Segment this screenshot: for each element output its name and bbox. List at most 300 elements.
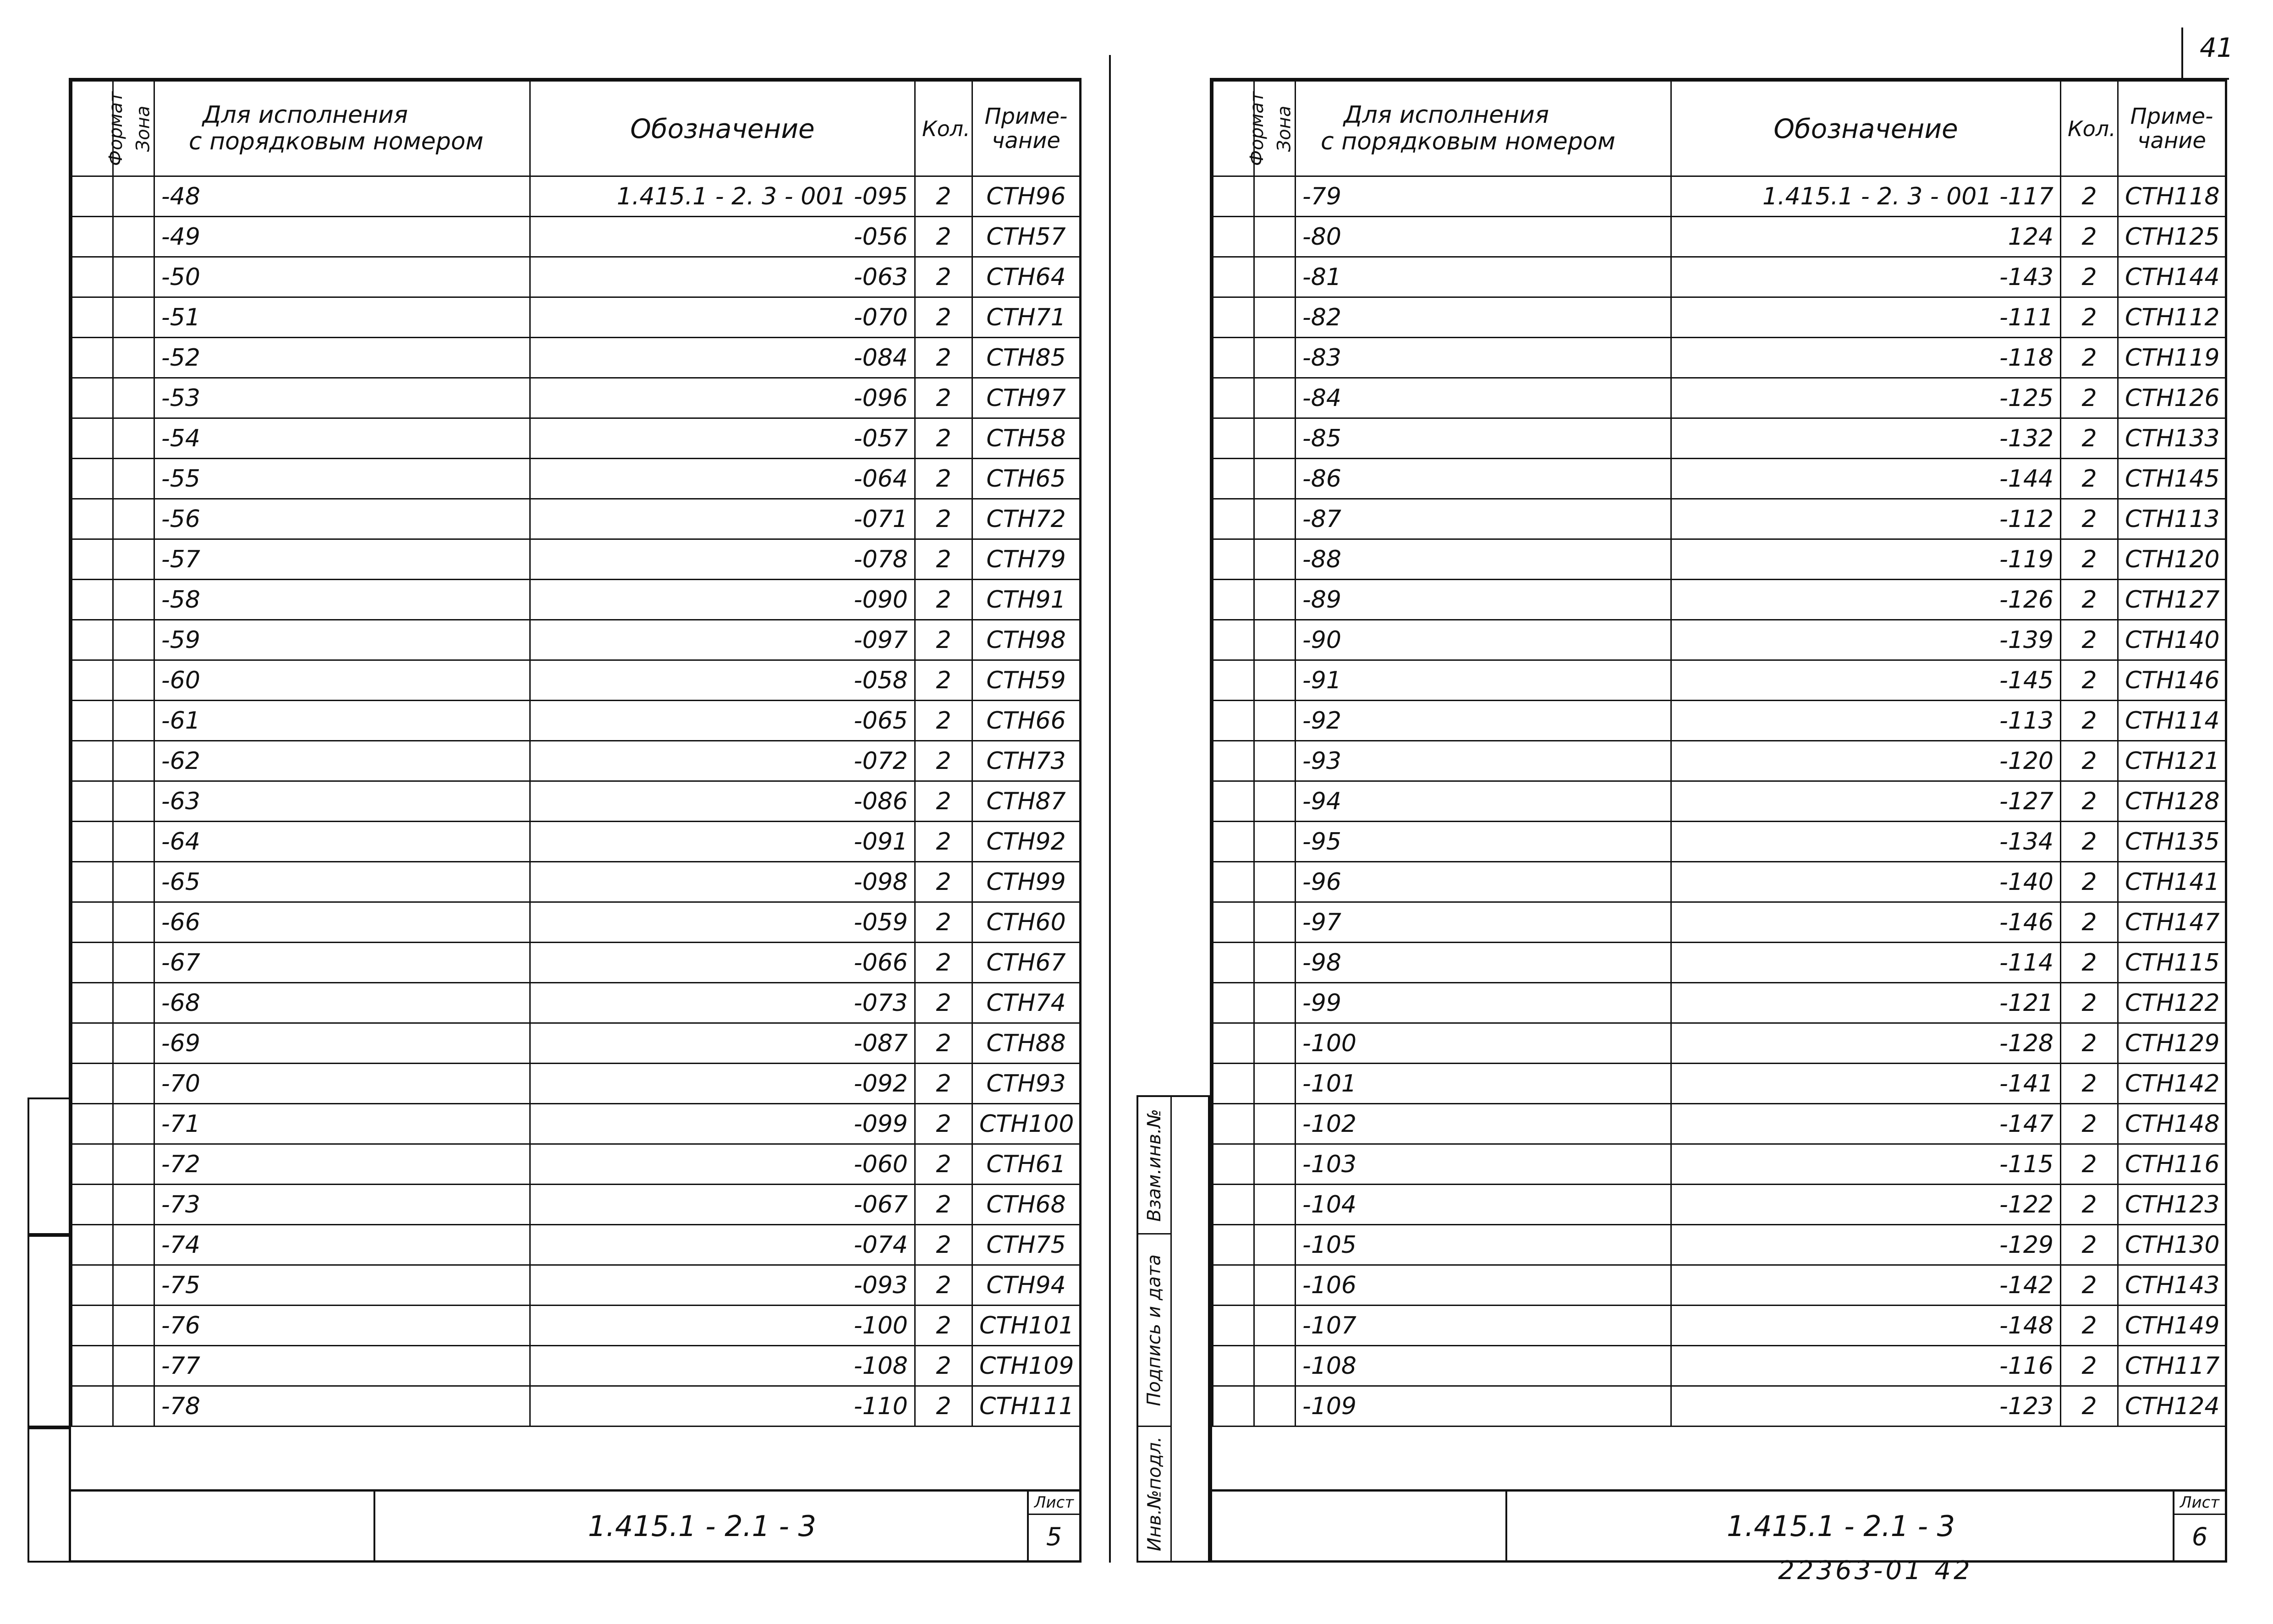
format-cell — [1213, 297, 1254, 338]
note-cell: СТН97 — [972, 378, 1080, 418]
zone-cell — [1254, 499, 1296, 539]
format-cell — [72, 1144, 113, 1185]
designation-cell: -078 — [530, 539, 915, 580]
format-cell — [72, 539, 113, 580]
quantity-cell: 2 — [915, 1225, 972, 1265]
execution-number-cell: -90 — [1296, 620, 1671, 660]
designation-cell: -111 — [1671, 297, 2061, 338]
note-cell: СТН113 — [2118, 499, 2226, 539]
note-cell: СТН73 — [972, 741, 1080, 781]
quantity-cell: 2 — [915, 1346, 972, 1386]
note-cell: СТН116 — [2118, 1144, 2226, 1185]
zone-cell — [113, 418, 154, 459]
spec-sheet-right — [1210, 78, 2227, 1563]
execution-number-cell: -108 — [1296, 1346, 1671, 1386]
format-cell — [1213, 781, 1254, 822]
zone-cell — [113, 1064, 154, 1104]
zone-cell — [113, 580, 154, 620]
zone-cell — [113, 781, 154, 822]
designation-cell: -084 — [530, 338, 915, 378]
format-cell — [72, 822, 113, 862]
note-cell: СТН68 — [972, 1185, 1080, 1225]
note-cell: СТН130 — [2118, 1225, 2226, 1265]
quantity-cell: 2 — [915, 1185, 972, 1225]
table-row — [72, 257, 1080, 297]
note-cell: СТН111 — [972, 1386, 1080, 1426]
note-cell: СТН114 — [2118, 701, 2226, 741]
execution-number-cell: -107 — [1296, 1306, 1671, 1346]
quantity-cell: 2 — [915, 378, 972, 418]
designation-cell: -118 — [1671, 338, 2061, 378]
note-header: Приме- чание — [972, 81, 1080, 176]
designation-cell: -146 — [1671, 902, 2061, 943]
sheet-number: 5 — [1046, 1522, 1062, 1551]
quantity-cell: 2 — [915, 1144, 972, 1185]
execution-number-cell: -61 — [154, 701, 530, 741]
note-cell: СТН146 — [2118, 660, 2226, 701]
table-row — [1213, 459, 2226, 499]
note-cell: СТН118 — [2118, 176, 2226, 217]
table-row — [72, 620, 1080, 660]
designation-cell: -148 — [1671, 1306, 2061, 1346]
execution-number-cell: -88 — [1296, 539, 1671, 580]
zone-cell — [1254, 297, 1296, 338]
note-cell: СТН149 — [2118, 1306, 2226, 1346]
note-cell: СТН124 — [2118, 1386, 2226, 1426]
margin-stamp-box — [27, 1427, 69, 1563]
designation-cell: -056 — [530, 217, 915, 257]
quantity-cell: 2 — [2061, 1346, 2118, 1386]
quantity-cell: 2 — [915, 943, 972, 983]
zone-cell — [113, 1265, 154, 1306]
zone-cell — [113, 620, 154, 660]
zone-cell — [1254, 1064, 1296, 1104]
table-row — [1213, 660, 2226, 701]
format-cell — [1213, 1386, 1254, 1426]
designation-cell: -132 — [1671, 418, 2061, 459]
zone-cell — [1254, 580, 1296, 620]
format-cell — [72, 862, 113, 902]
table-row — [1213, 943, 2226, 983]
designation-cell: -120 — [1671, 741, 2061, 781]
execution-number-cell: -52 — [154, 338, 530, 378]
spec-table-body — [1213, 176, 2226, 1426]
format-cell — [1213, 1265, 1254, 1306]
table-row — [1213, 822, 2226, 862]
table-row — [1213, 1064, 2226, 1104]
zone-cell — [113, 1386, 154, 1426]
table-row — [72, 902, 1080, 943]
quantity-cell: 2 — [2061, 176, 2118, 217]
table-row — [1213, 499, 2226, 539]
format-cell — [1213, 902, 1254, 943]
zone-cell — [1254, 781, 1296, 822]
zone-cell — [1254, 1306, 1296, 1346]
quantity-cell: 2 — [2061, 1265, 2118, 1306]
execution-number-cell: -75 — [154, 1265, 530, 1306]
zone-cell — [1254, 257, 1296, 297]
note-cell: СТН98 — [972, 620, 1080, 660]
note-cell: СТН72 — [972, 499, 1080, 539]
execution-number-cell: -86 — [1296, 459, 1671, 499]
zone-cell — [113, 943, 154, 983]
note-cell: СТН59 — [972, 660, 1080, 701]
execution-number-cell: -77 — [154, 1346, 530, 1386]
format-cell — [72, 902, 113, 943]
table-row — [72, 781, 1080, 822]
note-cell: СТН91 — [972, 580, 1080, 620]
table-row — [72, 338, 1080, 378]
execution-number-cell: -69 — [154, 1023, 530, 1064]
execution-number-cell: -78 — [154, 1386, 530, 1426]
format-cell — [1213, 943, 1254, 983]
note-cell: СТН61 — [972, 1144, 1080, 1185]
margin-stamp-box — [27, 1097, 69, 1235]
zone-cell — [1254, 701, 1296, 741]
designation-cell: 1.415.1 - 2. 3 - 001 -095 — [530, 176, 915, 217]
table-row — [1213, 741, 2226, 781]
execution-number-cell: -82 — [1296, 297, 1671, 338]
note-cell: СТН141 — [2118, 862, 2226, 902]
note-cell: СТН147 — [2118, 902, 2226, 943]
format-cell — [72, 781, 113, 822]
execution-number-cell: -89 — [1296, 580, 1671, 620]
execution-number-cell: -54 — [154, 418, 530, 459]
designation-header: Обозначение — [1671, 81, 2061, 176]
note-cell: СТН85 — [972, 338, 1080, 378]
zone-cell — [113, 1225, 154, 1265]
execution-number-cell: -97 — [1296, 902, 1671, 943]
note-cell: СТН99 — [972, 862, 1080, 902]
quantity-cell: 2 — [915, 620, 972, 660]
table-row — [72, 1306, 1080, 1346]
note-cell: СТН144 — [2118, 257, 2226, 297]
note-cell: СТН127 — [2118, 580, 2226, 620]
zone-cell — [1254, 539, 1296, 580]
zone-cell — [113, 338, 154, 378]
quantity-cell: 2 — [2061, 943, 2118, 983]
format-cell — [72, 1104, 113, 1144]
execution-number-cell: -96 — [1296, 862, 1671, 902]
note-cell: СТН128 — [2118, 781, 2226, 822]
format-cell — [72, 660, 113, 701]
designation-cell: -119 — [1671, 539, 2061, 580]
execution-number-cell: -50 — [154, 257, 530, 297]
designation-cell: -110 — [530, 1386, 915, 1426]
zone-cell — [1254, 862, 1296, 902]
execution-number-cell: -79 — [1296, 176, 1671, 217]
designation-header: Обозначение — [530, 81, 915, 176]
execution-header: Для исполнения с порядковым номером — [1296, 81, 1671, 176]
execution-number-cell: -67 — [154, 943, 530, 983]
zone-cell — [113, 297, 154, 338]
note-header: Приме- чание — [2118, 81, 2226, 176]
designation-cell: -134 — [1671, 822, 2061, 862]
execution-number-cell: -94 — [1296, 781, 1671, 822]
execution-number-cell: -80 — [1296, 217, 1671, 257]
designation-cell: -115 — [1671, 1144, 2061, 1185]
designation-cell: -060 — [530, 1144, 915, 1185]
zone-cell — [1254, 1104, 1296, 1144]
designation-cell: -059 — [530, 902, 915, 943]
execution-number-cell: -63 — [154, 781, 530, 822]
stamp-divider — [1170, 1097, 1172, 1561]
designation-cell: -087 — [530, 1023, 915, 1064]
designation-cell: -091 — [530, 822, 915, 862]
spec-sheet-left — [69, 78, 1082, 1563]
table-row — [72, 1064, 1080, 1104]
document-code: 1.415.1 - 2.1 - 3 — [1505, 1492, 2174, 1560]
execution-number-cell: -73 — [154, 1185, 530, 1225]
quantity-cell: 2 — [2061, 378, 2118, 418]
note-cell: СТН148 — [2118, 1104, 2226, 1144]
execution-number-cell: -95 — [1296, 822, 1671, 862]
format-cell — [1213, 1306, 1254, 1346]
quantity-cell: 2 — [915, 176, 972, 217]
table-row — [1213, 1225, 2226, 1265]
execution-number-cell: -105 — [1296, 1225, 1671, 1265]
execution-number-cell: -66 — [154, 902, 530, 943]
format-cell — [1213, 338, 1254, 378]
execution-number-cell: -104 — [1296, 1185, 1671, 1225]
execution-number-cell: -92 — [1296, 701, 1671, 741]
quantity-cell: 2 — [915, 741, 972, 781]
quantity-cell: 2 — [2061, 338, 2118, 378]
zone-cell — [113, 862, 154, 902]
table-row — [1213, 1306, 2226, 1346]
zone-cell — [1254, 1023, 1296, 1064]
designation-cell: -097 — [530, 620, 915, 660]
note-cell: СТН74 — [972, 983, 1080, 1023]
format-cell — [1213, 1104, 1254, 1144]
table-row — [1213, 1104, 2226, 1144]
quantity-cell: 2 — [2061, 1064, 2118, 1104]
table-row — [72, 822, 1080, 862]
quantity-cell: 2 — [915, 297, 972, 338]
format-cell — [1213, 176, 1254, 217]
table-row — [1213, 297, 2226, 338]
sheet-label: Лист — [2174, 1492, 2225, 1515]
format-cell — [1213, 257, 1254, 297]
designation-cell: -141 — [1671, 1064, 2061, 1104]
zone-cell — [113, 459, 154, 499]
designation-cell: -139 — [1671, 620, 2061, 660]
table-row — [1213, 338, 2226, 378]
format-cell — [1213, 499, 1254, 539]
execution-header: Для исполнения с порядковым номером — [154, 81, 530, 176]
quantity-cell: 2 — [2061, 822, 2118, 862]
quantity-cell: 2 — [2061, 1104, 2118, 1144]
sheet-number-cell — [1027, 1492, 1079, 1560]
quantity-cell: 2 — [915, 338, 972, 378]
quantity-cell: 2 — [915, 781, 972, 822]
designation-cell: -065 — [530, 701, 915, 741]
note-cell: СТН133 — [2118, 418, 2226, 459]
execution-number-cell: -70 — [154, 1064, 530, 1104]
zone-cell — [1254, 943, 1296, 983]
quantity-cell: 2 — [915, 902, 972, 943]
zone-cell — [113, 217, 154, 257]
quantity-cell: 2 — [2061, 459, 2118, 499]
designation-cell: -096 — [530, 378, 915, 418]
quantity-cell: 2 — [2061, 499, 2118, 539]
designation-cell: -100 — [530, 1306, 915, 1346]
zone-cell — [113, 902, 154, 943]
zone-cell — [1254, 660, 1296, 701]
execution-number-cell: -60 — [154, 660, 530, 701]
format-cell — [72, 418, 113, 459]
margin-stamp-box — [27, 1235, 69, 1427]
designation-cell: -126 — [1671, 580, 2061, 620]
quantity-cell: 2 — [2061, 741, 2118, 781]
table-row — [72, 741, 1080, 781]
table-row — [1213, 1265, 2226, 1306]
format-cell — [1213, 620, 1254, 660]
format-cell — [72, 1225, 113, 1265]
designation-cell: -099 — [530, 1104, 915, 1144]
designation-cell: -063 — [530, 257, 915, 297]
table-row — [1213, 539, 2226, 580]
format-cell — [72, 943, 113, 983]
execution-number-cell: -100 — [1296, 1023, 1671, 1064]
note-cell: СТН120 — [2118, 539, 2226, 580]
table-row — [72, 1023, 1080, 1064]
table-row — [72, 176, 1080, 217]
execution-number-cell: -49 — [154, 217, 530, 257]
page-number: 41 — [2200, 32, 2234, 63]
zone-header: Зона — [1254, 81, 1296, 176]
format-cell — [72, 620, 113, 660]
designation-cell: -125 — [1671, 378, 2061, 418]
execution-number-cell: -62 — [154, 741, 530, 781]
designation-cell: -121 — [1671, 983, 2061, 1023]
table-row — [1213, 902, 2226, 943]
zone-cell — [1254, 459, 1296, 499]
execution-number-cell: -72 — [154, 1144, 530, 1185]
note-cell: СТН57 — [972, 217, 1080, 257]
execution-number-cell: -83 — [1296, 338, 1671, 378]
zone-cell — [113, 539, 154, 580]
table-row — [72, 1346, 1080, 1386]
format-cell — [72, 1064, 113, 1104]
note-cell: СТН87 — [972, 781, 1080, 822]
quantity-header: Кол. — [915, 81, 972, 176]
quantity-header: Кол. — [2061, 81, 2118, 176]
sheet-label: Лист — [1029, 1492, 1079, 1515]
execution-number-cell: -64 — [154, 822, 530, 862]
note-cell: СТН109 — [972, 1346, 1080, 1386]
quantity-cell: 2 — [915, 701, 972, 741]
note-cell: СТН101 — [972, 1306, 1080, 1346]
execution-number-cell: -93 — [1296, 741, 1671, 781]
table-row — [1213, 701, 2226, 741]
zone-header: Зона — [113, 81, 154, 176]
quantity-cell: 2 — [2061, 297, 2118, 338]
note-cell: СТН143 — [2118, 1265, 2226, 1306]
note-cell: СТН129 — [2118, 1023, 2226, 1064]
note-cell: СТН58 — [972, 418, 1080, 459]
execution-number-cell: -98 — [1296, 943, 1671, 983]
note-cell: СТН126 — [2118, 378, 2226, 418]
zone-cell — [113, 1306, 154, 1346]
execution-number-cell: -59 — [154, 620, 530, 660]
zone-cell — [1254, 338, 1296, 378]
zone-cell — [113, 660, 154, 701]
quantity-cell: 2 — [915, 862, 972, 902]
designation-cell: -129 — [1671, 1225, 2061, 1265]
table-row — [72, 217, 1080, 257]
format-cell — [1213, 1225, 1254, 1265]
quantity-cell: 2 — [915, 1386, 972, 1426]
zone-cell — [113, 1023, 154, 1064]
zone-cell — [1254, 378, 1296, 418]
designation-cell: -067 — [530, 1185, 915, 1225]
format-cell — [1213, 983, 1254, 1023]
quantity-cell: 2 — [2061, 1023, 2118, 1064]
zone-cell — [1254, 983, 1296, 1023]
table-row — [72, 378, 1080, 418]
execution-number-cell: -55 — [154, 459, 530, 499]
designation-cell: -072 — [530, 741, 915, 781]
designation-cell: -142 — [1671, 1265, 2061, 1306]
quantity-cell: 2 — [915, 1265, 972, 1306]
format-cell — [72, 701, 113, 741]
execution-number-cell: -81 — [1296, 257, 1671, 297]
table-row — [1213, 580, 2226, 620]
replaced-inventory-cell: Взам.инв.№ — [1138, 1097, 1170, 1234]
note-cell: СТН121 — [2118, 741, 2226, 781]
format-cell — [1213, 660, 1254, 701]
zone-cell — [113, 1346, 154, 1386]
table-row — [1213, 1386, 2226, 1426]
format-cell — [1213, 378, 1254, 418]
quantity-cell: 2 — [915, 1306, 972, 1346]
quantity-cell: 2 — [915, 1064, 972, 1104]
designation-cell: -090 — [530, 580, 915, 620]
quantity-cell: 2 — [2061, 1306, 2118, 1346]
note-cell: СТН140 — [2118, 620, 2226, 660]
note-cell: СТН125 — [2118, 217, 2226, 257]
table-row — [1213, 781, 2226, 822]
designation-cell: -127 — [1671, 781, 2061, 822]
quantity-cell: 2 — [2061, 701, 2118, 741]
designation-cell: -112 — [1671, 499, 2061, 539]
format-cell — [72, 1306, 113, 1346]
zone-cell — [1254, 620, 1296, 660]
quantity-cell: 2 — [915, 418, 972, 459]
quantity-cell: 2 — [2061, 620, 2118, 660]
format-cell — [1213, 580, 1254, 620]
zone-cell — [113, 1104, 154, 1144]
table-row — [1213, 620, 2226, 660]
quantity-cell: 2 — [915, 499, 972, 539]
format-cell — [72, 459, 113, 499]
designation-cell: -122 — [1671, 1185, 2061, 1225]
designation-cell: -093 — [530, 1265, 915, 1306]
binding-stamp-strip — [1136, 1095, 1210, 1563]
quantity-cell: 2 — [2061, 539, 2118, 580]
table-row — [1213, 862, 2226, 902]
note-cell: СТН88 — [972, 1023, 1080, 1064]
note-cell: СТН135 — [2118, 822, 2226, 862]
quantity-cell: 2 — [2061, 983, 2118, 1023]
note-cell: СТН93 — [972, 1064, 1080, 1104]
quantity-cell: 2 — [2061, 862, 2118, 902]
execution-number-cell: -103 — [1296, 1144, 1671, 1185]
designation-cell: 124 — [1671, 217, 2061, 257]
zone-cell — [113, 983, 154, 1023]
quantity-cell: 2 — [915, 257, 972, 297]
